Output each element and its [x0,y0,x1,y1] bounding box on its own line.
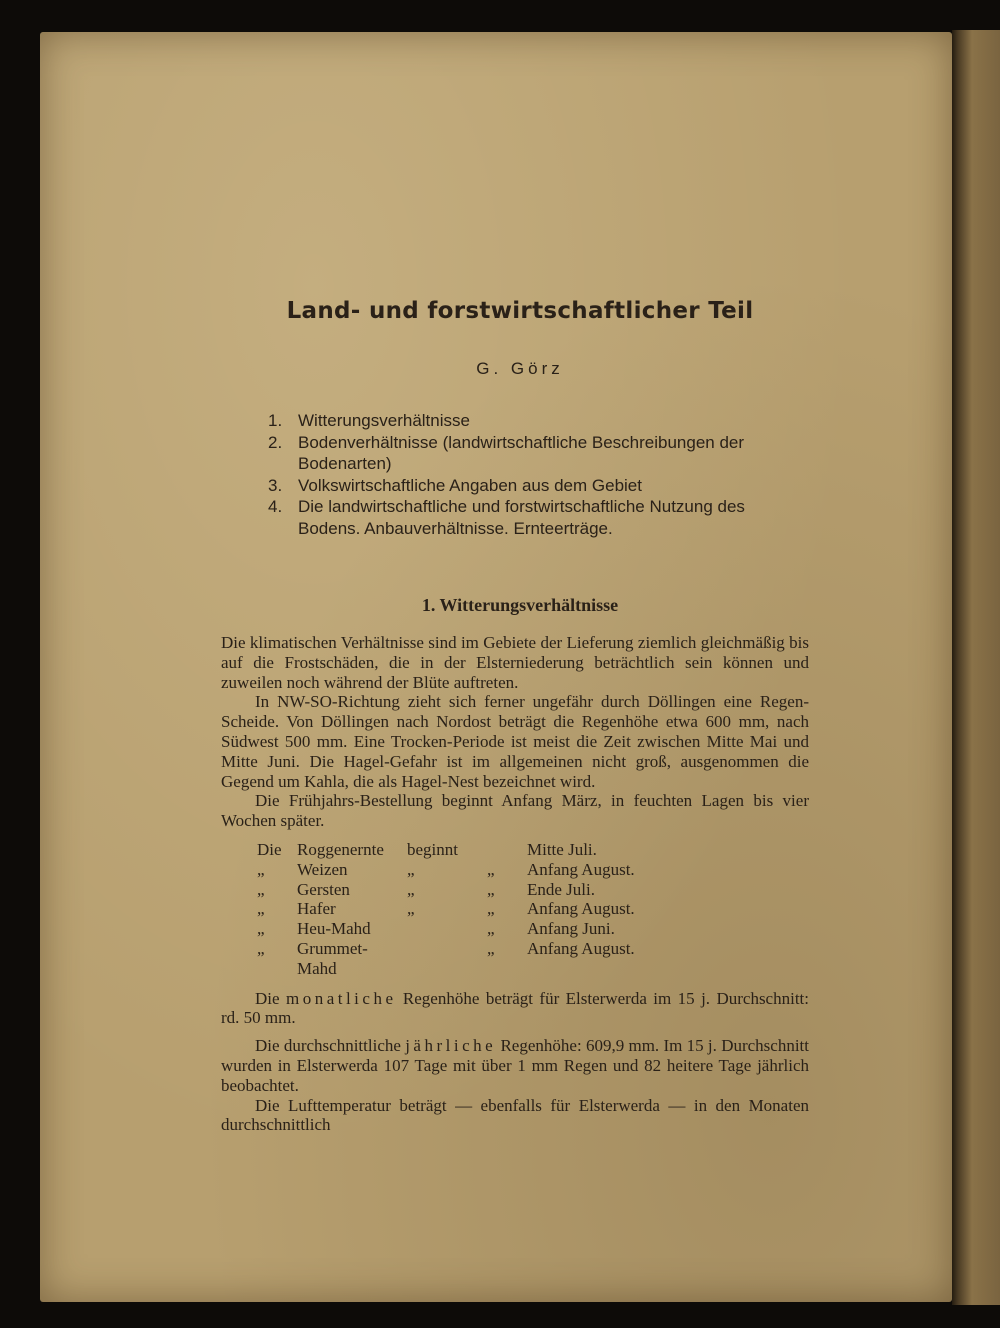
table-cell: „ [407,879,415,899]
paragraph-monthly-rain [221,989,809,1029]
table-row [257,939,635,979]
paragraph: In NW-SO-Richtung zieht sich ferner ungefähr durch Döllingen eine Regen-Scheide. Von Döllingen nach Nordost beträgt die Regenhöhe etwa 600 mm, nach Südwest 500 mm. Eine Trocken-Periode ist meist die Zeit zwischen Mitte Mai und Mitte Juni. Die Hagel-Gefahr ist im allgemeinen nicht groß, ausgenommen die Gegend um Kahla, die als Hagel-Nest bezeichnet wird. [221,692,809,791]
table-cell: Grummet-Mahd [297,938,368,978]
table-row [257,880,635,900]
toc-item [268,475,778,497]
body-text [221,633,809,1135]
table-row [257,840,635,860]
paragraph-annual-rain [221,1036,809,1095]
table-cell [487,840,527,860]
table-cell: „ [487,938,495,958]
table-cell: „ [257,859,265,879]
harvest-table [257,840,635,979]
table-cell: „ [257,938,265,958]
toc-item [268,432,778,475]
table-cell: Anfang August. [527,938,635,958]
table-cell: „ [487,899,495,919]
table-row [257,860,635,880]
table-cell: „ [487,919,495,939]
toc-text: Volkswirtschaftliche Angaben aus dem Gebiet [298,475,642,495]
paragraph: Die klimatischen Verhältnisse sind im Gebiete der Lieferung ziemlich gleichmäßig bis auf die Frostschäden, die in der Elsterniederung beträchtlich sein können und zuweilen noch während der Blüte auftreten. [221,633,809,692]
section-heading: 1. Witterungsverhältnisse [421,595,619,615]
table-cell: Hafer [297,899,336,919]
table-cell: Gersten [297,879,350,899]
table-row [257,899,635,919]
text-run: Regenhöhe beträgt für Elsterwerda im 15 j. Durchschnitt: rd. 50 mm. [221,988,809,1028]
toc-text: Witterungsverhältnisse [298,411,470,430]
table-cell: Anfang August. [527,899,635,919]
table-cell: Ende Juli. [527,879,595,899]
table-cell: Mitte Juli. [527,839,597,859]
text-run: Regenhöhe: 609,9 mm. Im 15 j. Durchschnitt wurden in Elsterwerda 107 Tage mit über 1 mm Regen und 82 heitere Tage jährlich beobachtet. [221,1036,810,1095]
table-cell: „ [487,859,495,879]
text-run: Die [255,988,280,1008]
table-cell: „ [257,919,265,939]
table-cell: „ [257,899,265,919]
table-of-contents [268,410,778,539]
toc-text: Bodenverhältnisse (landwirtschaftliche Beschreibungen der Bodenarten) [298,432,745,473]
table-cell: „ [407,899,415,919]
emphasis-spaced: jährliche [405,1036,497,1056]
table-cell: Weizen [297,859,348,879]
table-cell [407,919,487,939]
table-cell: Anfang August. [527,859,635,879]
table-cell: Anfang Juni. [527,919,615,939]
paragraph: Die Frühjahrs-Bestellung beginnt Anfang März, in feuchten Lagen bis vier Wochen später. [221,791,809,831]
text-run: Die durchschnittliche [255,1036,401,1056]
table-cell: „ [487,879,495,899]
toc-text: Die landwirtschaftliche und forstwirtschaftliche Nutzung des Bodens. Anbauverhältnisse. Ernteerträge. [298,497,745,538]
paragraph: Die Lufttemperatur beträgt — ebenfalls für Elsterwerda — in den Monaten durchschnittlich [221,1095,809,1135]
toc-item [268,410,778,432]
toc-number: 4. [268,497,283,516]
table-cell: „ [407,859,415,879]
table-cell: beginnt [407,839,458,859]
table-cell: „ [257,879,265,899]
toc-number: 1. [268,411,283,430]
table-cell: Die [257,839,282,859]
page-title: Land- und forstwirtschaftlicher Teil [286,298,754,324]
toc-item [268,496,778,539]
toc-number: 2. [268,432,283,452]
table-row [257,919,635,939]
author-name: G. Görz [476,359,564,378]
emphasis-spaced: monatliche [285,988,397,1008]
table-cell: Heu-Mahd [297,919,371,939]
toc-number: 3. [268,475,283,495]
adjacent-page-edge [952,30,1000,1305]
table-cell: Roggenernte [297,839,384,859]
table-cell [407,939,487,979]
